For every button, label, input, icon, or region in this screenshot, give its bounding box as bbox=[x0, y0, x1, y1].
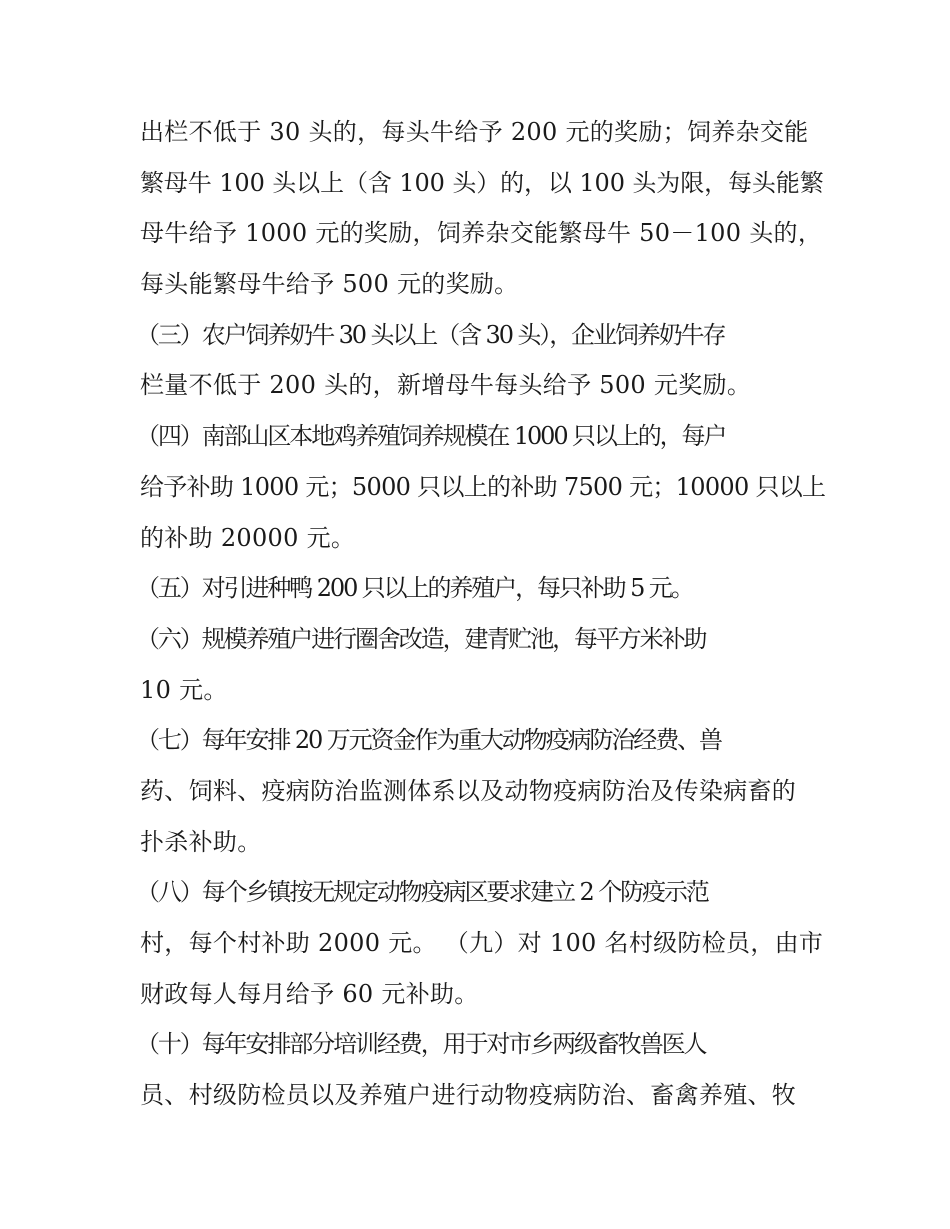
text-line: 扑杀补助。 bbox=[140, 827, 262, 856]
text-line: 村，每个村补助 2000 元。 （九）对 100 名村级防检员，由市 bbox=[140, 929, 824, 957]
paragraph-8-line: （八）每个乡镇按无规定动物疫病区要求建立 2 个防疫示范 bbox=[136, 878, 708, 907]
text-line: 出栏不低于 30 头的，每头牛给予 200 元的奖励；饲养杂交能 bbox=[140, 118, 809, 146]
text-line: 药、饲料、疫病防治监测体系以及动物疫病防治及传染病畜的 bbox=[140, 776, 797, 805]
paragraph-7-line: （七）每年安排 20 万元资金作为重大动物疫病防治经费、兽 bbox=[136, 726, 721, 755]
text-line: 繁母牛 100 头以上（含 100 头）的，以 100 头为限，每头能繁 bbox=[140, 168, 824, 197]
text-line: 员、村级防检员以及养殖户进行动物疫病防治、畜禽养殖、牧 bbox=[140, 1081, 797, 1110]
document-body bbox=[136, 107, 830, 1121]
text-line: 10 元。 bbox=[140, 675, 228, 704]
paragraph-3-line: （三）农户饲养奶牛 30 头以上（含 30 头），企业饲养奶牛存 bbox=[136, 320, 725, 349]
text-line: 栏量不低于 200 头的，新增母牛每头给予 500 元奖励。 bbox=[140, 371, 752, 400]
text-line: 财政每人每月给予 60 元补助。 bbox=[140, 979, 479, 1008]
paragraph-4-line: （四）南部山区本地鸡养殖饲养规模在 1000 只以上的，每户 bbox=[136, 422, 726, 451]
paragraph-6-line: （六）规模养殖户进行圈舍改造，建青贮池，每平方米补助 bbox=[136, 624, 706, 653]
text-line: 母牛给予 1000 元的奖励，饲养杂交能繁母牛 50－100 头的， bbox=[140, 219, 823, 248]
text-line: 的补助 20000 元。 bbox=[140, 523, 356, 552]
paragraph-5-line: （五）对引进种鸭 200 只以上的养殖户，每只补助 5 元。 bbox=[136, 574, 693, 603]
paragraph-10-line: （十）每年安排部分培训经费，用于对市乡两级畜牧兽医人 bbox=[136, 1030, 706, 1059]
text-line: 给予补助 1000 元；5000 只以上的补助 7500 元；10000 只以上 bbox=[140, 472, 826, 501]
text-line: 每头能繁母牛给予 500 元的奖励。 bbox=[140, 270, 519, 299]
